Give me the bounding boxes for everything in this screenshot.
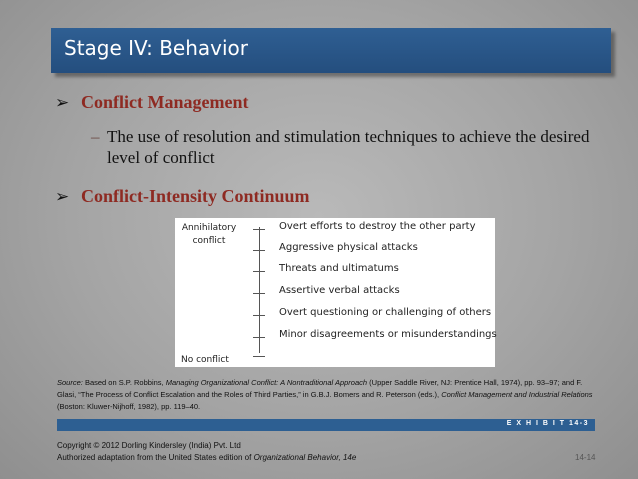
source-prefix: Source: [57, 378, 83, 387]
textbook-title: Organizational Behavior, 14e [253, 453, 357, 462]
page-number: 14-14 [575, 453, 596, 462]
level-item: Assertive verbal attacks [279, 285, 400, 296]
exhibit-label: E X H I B I T 14-3 [506, 420, 589, 427]
source-book-title: Conflict Management and Industrial Relations [441, 390, 593, 399]
no-conflict-label: No conflict [181, 355, 229, 365]
sub-bullet-text: The use of resolution and stimulation techniques to achieve the desired level of conflict [107, 127, 590, 167]
conflict-intensity-figure [175, 218, 495, 367]
continuum-axis [259, 227, 260, 353]
source-text: Based on S.P. Robbins, [82, 378, 166, 387]
level-item: Overt efforts to destroy the other party [279, 221, 476, 232]
exhibit-bar [57, 419, 595, 431]
bullet-conflict-management [55, 92, 248, 113]
slide-title: Stage IV: Behavior [64, 36, 249, 60]
adaptation-text: Authorized adaptation from the United States edition of [57, 453, 254, 462]
level-item: Overt questioning or challenging of others [279, 307, 492, 318]
bullet-label: Conflict Management [81, 92, 249, 112]
dash-bullet-icon: – [91, 127, 100, 146]
level-item: Threats and ultimatums [279, 263, 399, 274]
continuum-tick [253, 315, 265, 316]
source-text: (Upper Saddle River, NJ: Prentice Hall, 1974), pp. 93–97; and F. Glasi, “The Process of Conflict Escalation and the Roles of Third Parties,” in G.B.J. Bomers and R. Peterson (eds.), [57, 378, 583, 399]
level-item: Minor disagreements or misunderstandings [279, 329, 497, 340]
source-citation [57, 377, 597, 413]
bullet-label: Conflict-Intensity Continuum [81, 186, 310, 206]
arrow-bullet-icon: ➢ [55, 92, 70, 113]
continuum-tick [253, 356, 265, 357]
level-item: Aggressive physical attacks [279, 242, 418, 253]
continuum-tick [253, 337, 265, 338]
continuum-tick [253, 293, 265, 294]
annihilatory-label: Annihilatory conflict [181, 223, 237, 246]
source-book-title: Managing Organizational Conflict: A Nontraditional Approach [165, 378, 368, 387]
arrow-bullet-icon: ➢ [55, 186, 70, 207]
continuum-tick [253, 271, 265, 272]
bullet-conflict-intensity [55, 186, 310, 207]
copyright-footer [57, 440, 377, 464]
title-bar [51, 28, 611, 73]
source-text: (Boston: Kluwer-Nijhoff, 1982), pp. 119–40. [57, 402, 201, 411]
continuum-tick [253, 229, 265, 230]
continuum-tick [253, 250, 265, 251]
copyright-text: Copyright © 2012 Dorling Kindersley (India) Pvt. Ltd [57, 441, 241, 450]
